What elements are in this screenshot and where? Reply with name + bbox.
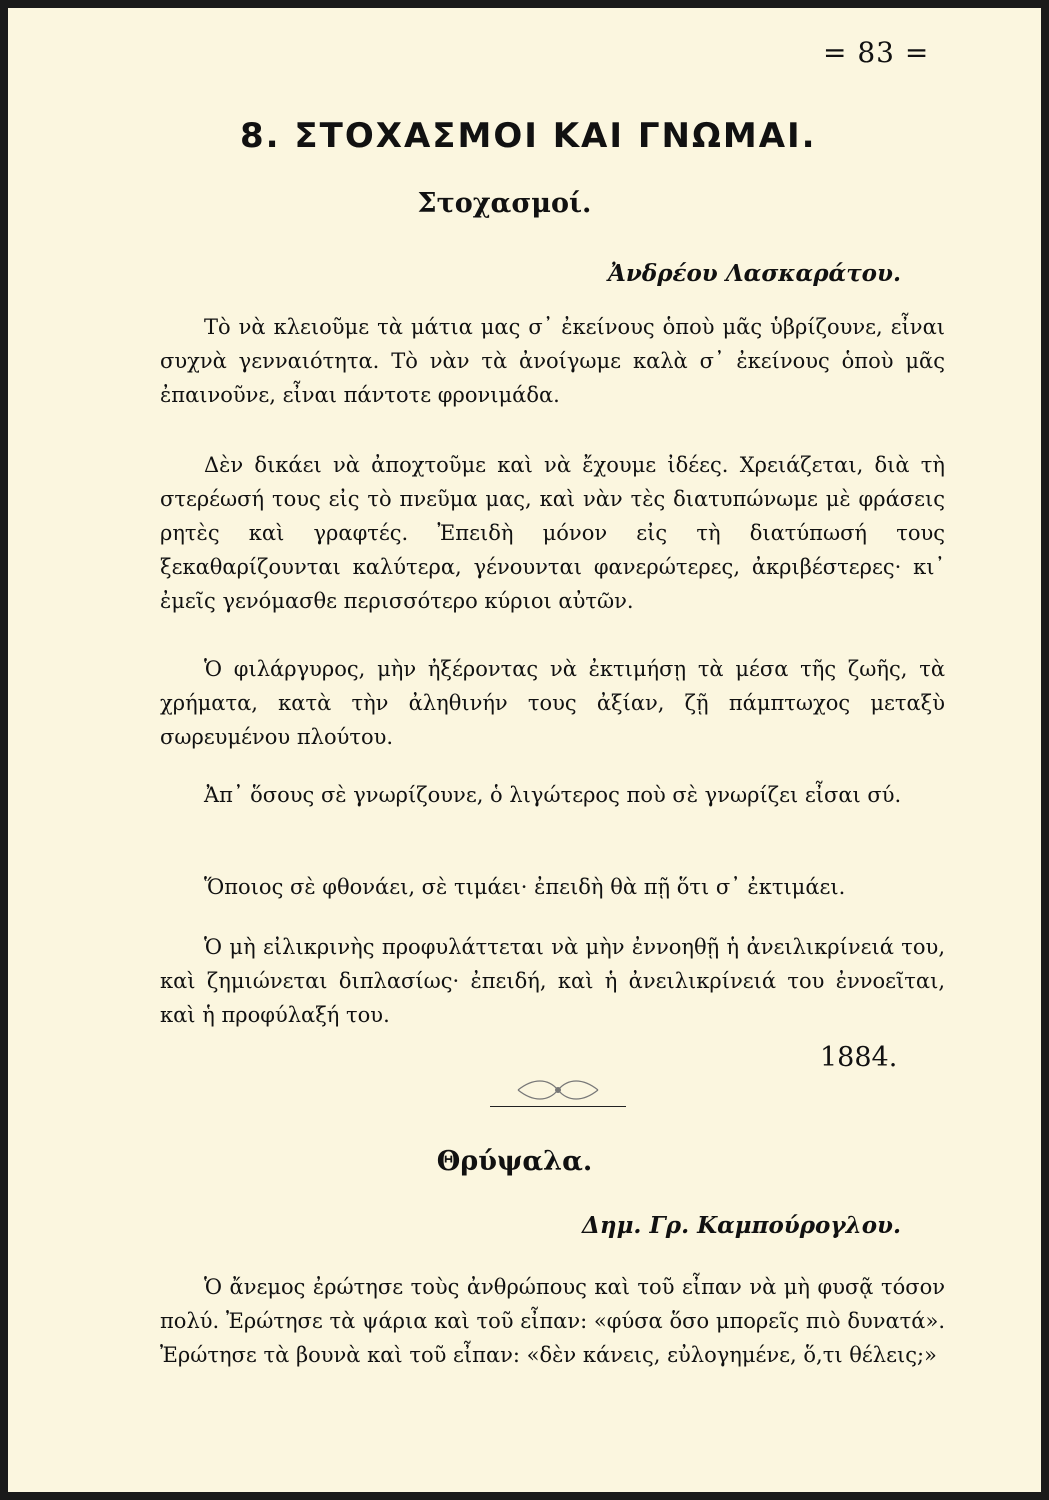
- paragraph: Δὲν δικάει νὰ ἀποχτοῦμε καὶ νὰ ἔχουμε ἰδέες. Χρειάζεται, διὰ τὴ στερέωσή τους εἰς τὸ πνεῦμα μας, καὶ νὰν τὲς διατυπώνωμε μὲ φράσεις ρητὲς καὶ γραφτές. Ἐπειδὴ μόνον εἰς τὴ διατύπωσή τους ξεκαθαρίζουνται καλύτερα, γένουνται φανερώτερες, ἀκριβέστερες· κι᾽ ἐμεῖς γενόμασθε περισσότερο κύριοι αὐτῶν.: [160, 453, 945, 613]
- author-laskaratos: Ἀνδρέου Λασκαράτου.: [608, 260, 901, 287]
- page-number: = 83 =: [823, 36, 930, 69]
- paragraph: Τὸ νὰ κλειοῦμε τὰ μάτια μας σ᾽ ἐκείνους ὁποὺ μᾶς ὑβρίζουνε, εἶναι συχνὰ γενναιότητα. Τὸ νὰν τὰ ἀνοίγωμε καλὰ σ᾽ ἐκείνους ὁποὺ μᾶς ἐπαινοῦνε, εἶναι πάντοτε φρονιμάδα.: [160, 315, 945, 407]
- paragraph: Ὁ ἄνεμος ἐρώτησε τοὺς ἀνθρώπους καὶ τοῦ εἶπαν νὰ μὴ φυσᾷ τόσον πολύ. Ἐρώτησε τὰ ψάρια καὶ τοῦ εἶπαν: «φύσα ὅσο μπορεῖς πιὸ δυνατά». Ἐρώτησε τὰ βουνὰ καὶ τοῦ εἶπαν: «δὲν κάνεις, εὐλογημένε, ὅ,τι θέλεις;»: [160, 1275, 945, 1367]
- section-title-stochasmoi: Στοχασμοί.: [417, 188, 592, 219]
- book-page: [8, 8, 1041, 1492]
- year: 1884.: [820, 1042, 898, 1073]
- paragraph: Ἀπ᾽ ὅσους σὲ γνωρίζουνε, ὁ λιγώτερος ποὺ σὲ γνωρίζει εἶσαι σύ.: [204, 783, 902, 807]
- horizontal-rule: [490, 1106, 626, 1107]
- chapter-title: 8. ΣΤΟΧΑΣΜΟΙ ΚΑΙ ΓΝΩΜΑΙ.: [240, 116, 817, 156]
- author-kampouroglou: Δημ. Γρ. Καμπούρογλου.: [582, 1212, 901, 1239]
- section-title-thrypsala: Θρύψαλα.: [436, 1146, 593, 1177]
- paragraph: Ὁ μὴ εἰλικρινὴς προφυλάττεται νὰ μὴν ἐννοηθῇ ἡ ἀνειλικρίνειά του, καὶ ζημιώνεται διπλασίως· ἐπειδή, καὶ ἡ ἀνειλικρίνειά του ἐννοεῖται, καὶ ἡ προφύλαξή του.: [160, 935, 945, 1027]
- ornament-divider: [478, 1070, 638, 1110]
- paragraph: Ὅποιος σὲ φθονάει, σὲ τιμάει· ἐπειδὴ θὰ πῇ ὅτι σ᾽ ἐκτιμάει.: [204, 875, 846, 899]
- paragraph: Ὁ φιλάργυρος, μὴν ἠξέροντας νὰ ἐκτιμήσῃ τὰ μέσα τῆς ζωῆς, τὰ χρήματα, κατὰ τὴν ἀληθινήν τους ἀξίαν, ζῇ πάμπτωχος μεταξὺ σωρευμένου πλούτου.: [160, 657, 945, 749]
